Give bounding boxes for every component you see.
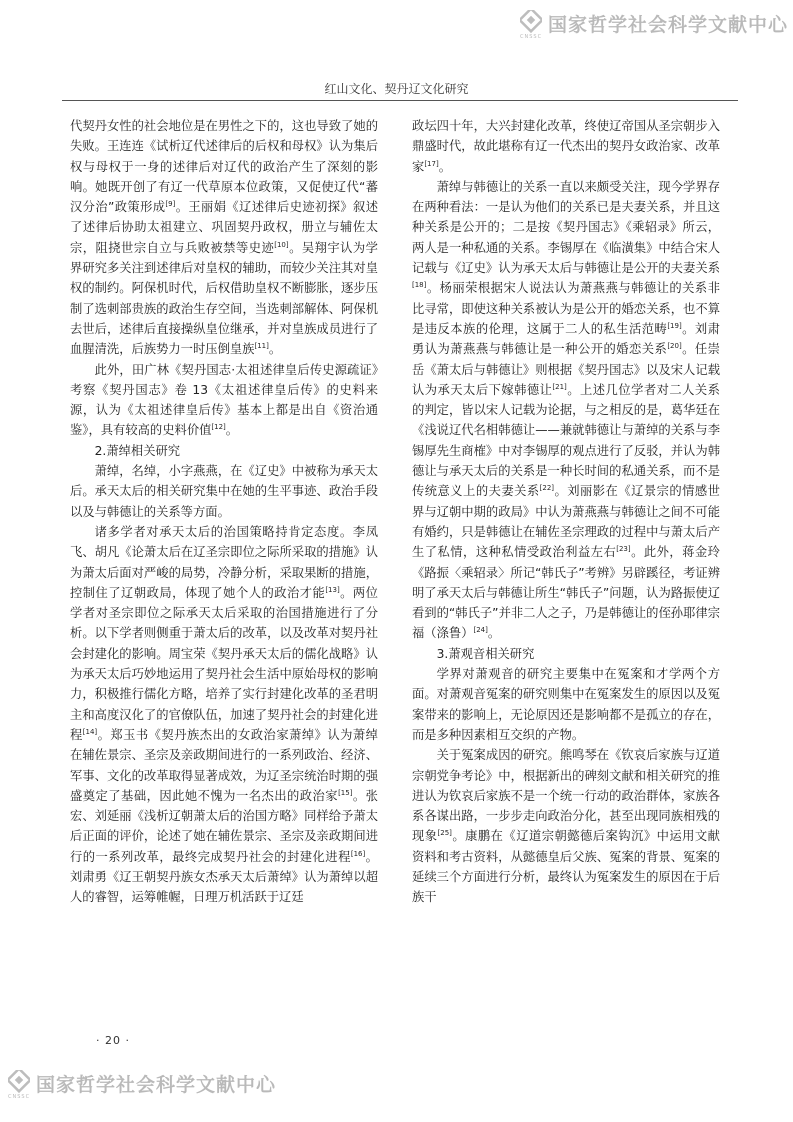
paragraph-text: 。吴翔宇认为学界研究多关注到述律后对皇权的辅助，而较少关注其对皇权的制约。阿保机时代，后权借助皇权不断膨胀，逐步压制了选刺部贵族的政治生存空间，当选刺部解体、阿保机去世后，述律后直接操纵皇位继承，并对皇族成员进行了血腥清洗，后族势力一时压倒皇族 — [70, 240, 378, 357]
paragraph-text: 。刘肃勇《辽王朝契丹族女杰承天太后萧绰》认为萧绰以超人的睿智，运筹帷幄，日理万机活跃于辽廷 — [70, 849, 378, 905]
citation-ref: [19] — [667, 321, 682, 330]
paragraph-text: 此外，田广林《契丹国志·太祖述律皇后传史源疏证》考察《契丹国志》卷 13《太祖述律皇后传》的史料来源，认为《太祖述律皇后传》基本上都是出自《资治通鉴》，具有较高的史料价值 — [70, 362, 378, 438]
citation-ref: [16] — [350, 849, 366, 858]
paragraph-text: 。王丽娟《辽述律后史迹初探》叙述了述律后协助太祖建立、巩固契丹政权，册立与辅佐太宗，阻挠世宗自立与兵败被禁等史迹 — [70, 200, 378, 255]
paragraph-text: 。上述几位学者对二人关系的判定，皆以宋人记载为论据，与之相反的是，葛华廷在《浅说辽代名相韩德让——兼就韩德让与萧绰的关系与李锡厚先生商榷》中对李锡厚的观点进行了反驳，并认为韩德让与承天太后的关系是一种长时间的私通关系，而不是传统意义上的夫妻关系 — [412, 382, 720, 499]
citation-ref: [25] — [437, 829, 452, 838]
citation-ref: [12] — [211, 423, 226, 432]
watermark-top — [520, 8, 789, 42]
section-heading — [412, 644, 720, 664]
paragraph — [70, 116, 378, 360]
citation-ref: [9] — [165, 200, 176, 209]
paragraph-text: 。 — [268, 342, 282, 357]
paragraph-text: 萧绰，名绰，小字燕燕，在《辽史》中被称为承天太后。承天太后的相关研究集中在她的生平事迹、政治手段以及与韩德让的关系等方面。 — [70, 464, 378, 519]
paragraph-text: 。康鹏在《辽道宗朝懿德后案钩沉》中运用文献资料和考古资料，从懿德皇后父族、冤案的背景、冤案的延续三个方面进行分析，最终认为冤案发生的原因在于后族干 — [412, 829, 720, 905]
paragraph-text: 。任崇岳《萧太后与韩德让》则根据《契丹国志》以及宋人记载认为承天太后下嫁韩德让 — [412, 342, 720, 397]
paragraph-text: 。刘肃勇认为萧燕燕与韩德让是一种公开的婚恋关系 — [412, 321, 720, 357]
page-number: · 20 · — [96, 1034, 130, 1047]
paragraph-text: 。 — [487, 626, 501, 641]
paragraph-text: 。郑玉书《契丹族杰出的女政治家萧绰》认为萧绰在辅佐景宗、圣宗及亲政期间进行的一系列政治、经济、军事、文化的改革取得显著成效，为辽圣宗统治时期的强盛奠定了基础，因此她不愧为一名杰出的政治家 — [70, 727, 378, 803]
paragraph-text: 。刘丽影在《辽景宗的情感世界与辽朝中期的政局》中认为萧燕燕与韩德让之间不可能有婚约，只是韩德让在辅佐圣宗理政的过程中与萧太后产生了私情，这种私情受政治利益左右 — [412, 484, 720, 560]
paragraph-text: 2.萧绰相关研究 — [94, 443, 181, 458]
paragraph-text: 代契丹女性的社会地位是在男性之下的，这也导致了她的失败。王连连《试析辽代述律后的后权和母权》认为集后权与母权于一身的述律后对辽代的政治产生了深刻的影响。她既开创了有辽一代草原本位政策，又促使辽代“蕃汉分治”政策形成 — [70, 119, 378, 215]
citation-ref: [13] — [325, 585, 340, 594]
watermark-bottom — [8, 1068, 277, 1102]
paragraph-text: 。 — [438, 159, 451, 174]
watermark-text: 国家哲学社会科学文献中心 — [548, 13, 789, 36]
paragraph-text: 萧绰与韩德让的关系一直以来颇受关注，现今学界存在两种看法：一是认为他们的关系已是夫妻关系，并且这种关系是公开的；二是按《契丹国志》《乘轺录》所云，两人是一种私通的关系。李锡厚在《临潢集》中结合宋人记载与《辽史》认为承天太后与韩德让是公开的夫妻关系 — [412, 179, 720, 276]
citation-ref: [15] — [338, 788, 353, 797]
citation-ref: [14] — [82, 727, 98, 736]
citation-ref: [23] — [616, 545, 631, 554]
header-divider — [62, 100, 738, 101]
paragraph-text: 。 — [225, 423, 239, 438]
paragraph-text: 学界对萧观音的研究主要集中在冤案和才学两个方面。对萧观音冤案的研究则集中在冤案发生的原因以及冤案带来的影响上，无论原因还是影响都不是孤立的存在，而是多种因素相互交织的产物。 — [412, 667, 720, 742]
citation-ref: [24] — [473, 626, 488, 635]
right-column — [412, 116, 720, 908]
citation-ref: [20] — [667, 342, 682, 351]
paragraph-text: 政坛四十年，大兴封建化改革，终使辽帝国从圣宗朝步入鼎盛时代，故此堪称有辽一代杰出的契丹女政治家、改革家 — [412, 119, 720, 174]
paragraph-text: 。张宏、刘延丽《浅析辽朝萧太后的治国方略》同样给予萧太后正面的评价，论述了她在辅佐景宗、圣宗及亲政期间进行的一系列改革，最终完成契丹社会的封建化进程 — [70, 788, 378, 864]
paragraph — [412, 116, 720, 177]
paragraph — [412, 664, 720, 745]
paragraph-text: 。此外，蒋金玲《路振〈乘轺录〉所记“韩氏子”考辨》另辟蹊径，考证辨明了承天太后与韩德让所生“韩氏子”问题，认为路振使辽看到的“韩氏子”并非二人之子，乃是韩德让的侄孙耶律宗福（涤鲁） — [412, 545, 720, 641]
citation-ref: [10] — [274, 240, 289, 249]
citation-ref: [17] — [424, 159, 439, 168]
paragraph — [70, 461, 378, 522]
citation-ref: [18] — [412, 281, 427, 290]
running-header: 红山文化、契丹辽文化研究 — [324, 82, 469, 96]
citation-ref: [22] — [539, 484, 555, 493]
paragraph-text: 。两位学者对圣宗即位之际承天太后采取的治国措施进行了分析。以下学者则侧重于萧太后的改革，以及改革对契丹社会封建化的影响。周宝荣《契丹承天太后的儒化战略》认为承天太后巧妙地运用了契丹社会生活中原始母权的影响力，积极推行儒化方略，培养了实行封建化改革的圣君明主和高度汉化了的官僚队伍，加速了契丹社会的封建化进程 — [70, 585, 378, 742]
cnssc-logo-icon: CNSSC — [8, 1070, 30, 1100]
citation-ref: [21] — [552, 382, 567, 391]
watermark-text: 国家哲学社会科学文献中心 — [36, 1073, 277, 1096]
citation-ref: [11] — [254, 342, 269, 351]
section-heading — [70, 441, 378, 461]
paragraph-text: 诸多学者对承天太后的治国策略持肯定态度。李凤飞、胡凡《论萧太后在辽圣宗即位之际所采取的措施》认为萧太后面对严峻的局势，冷静分析，采取果断的措施，控制住了辽朝政局，体现了她个人的政治才能 — [70, 524, 378, 600]
paragraph — [70, 360, 378, 441]
paragraph-text: 关于冤案成因的研究。熊鸣琴在《钦哀后家族与辽道宗朝党争考论》中，根据新出的碑刻文献和相关研究的推进认为钦哀后家族不是一个统一行动的政治群体，家族各系各谋出路，一步步走向政治分化，甚至出现同族相残的现象 — [412, 748, 720, 844]
paragraph — [412, 177, 720, 644]
left-column — [70, 116, 378, 908]
paragraph — [412, 745, 720, 907]
cnssc-logo-icon: CNSSC — [520, 10, 542, 40]
paragraph — [70, 522, 378, 908]
paragraph-text: 3.萧观音相关研究 — [436, 646, 535, 661]
paragraph-text: 。杨丽荣根据宋人说法认为萧燕燕与韩德让的关系非比寻常，即使这种关系被认为是公开的婚恋关系，也不算是违反本族的伦理，这属于二人的私生活范畴 — [412, 281, 720, 336]
